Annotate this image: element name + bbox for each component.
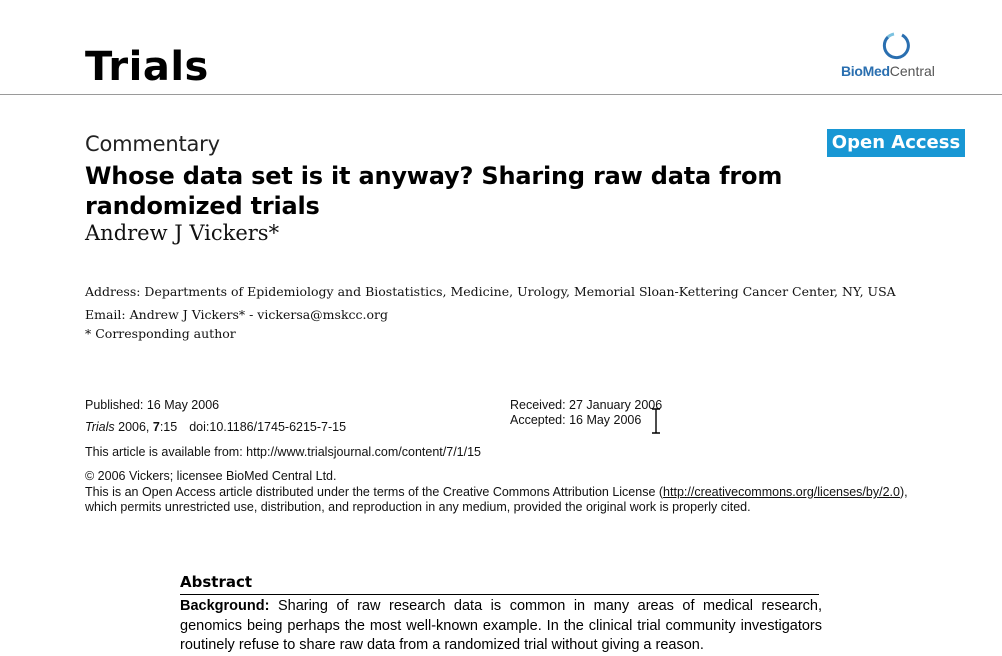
citation-journal: Trials — [85, 420, 115, 434]
license-line-1 — [85, 485, 908, 499]
citation-year: 2006, — [114, 420, 153, 434]
publisher-logo[interactable] — [838, 30, 958, 82]
citation-doi: doi:10.1186/1745-6215-7-15 — [189, 420, 347, 434]
header-divider — [0, 94, 1002, 95]
citation — [85, 420, 346, 434]
article-authors: Andrew J Vickers* — [85, 221, 280, 245]
received-date: Received: 27 January 2006 — [510, 398, 663, 412]
logo-brand-part2: Central — [889, 63, 935, 79]
corresponding-author-note: * Corresponding author — [85, 326, 236, 341]
publisher-name — [841, 63, 935, 79]
logo-brand-part1: BioMed — [841, 63, 890, 79]
biomed-central-logo-icon — [880, 30, 912, 62]
article-type: Commentary — [85, 132, 220, 156]
author-email[interactable]: Email: Andrew J Vickers* - vickersa@mskcc.org — [85, 307, 389, 322]
abstract-heading: Abstract — [180, 573, 253, 591]
accepted-date: Accepted: 16 May 2006 — [510, 413, 642, 427]
abstract-divider — [180, 594, 819, 595]
citation-volume: 7 — [152, 420, 160, 434]
abstract-background-text: Sharing of raw research data is common in many areas of medical research, genomics being perhaps the most well-known example. In the clinical trial community investigators routinely refuse to share raw data from a randomized trial without giving a reason. — [180, 598, 822, 653]
article-availability[interactable]: This article is available from: http://www.trialsjournal.com/content/7/1/15 — [85, 445, 482, 459]
license-suffix: ), — [899, 485, 908, 499]
citation-page: :15 — [159, 420, 178, 434]
copyright-notice: © 2006 Vickers; licensee BioMed Central Ltd. — [85, 469, 337, 483]
abstract-background — [180, 597, 822, 656]
published-date: Published: 16 May 2006 — [85, 398, 220, 412]
text-cursor-icon — [651, 408, 661, 434]
author-address: Address: Departments of Epidemiology and Biostatistics, Medicine, Urology, Memorial Sloan-Kettering Cancer Center, NY, USA — [85, 284, 896, 299]
journal-title: Trials — [85, 44, 209, 90]
license-link[interactable]: http://creativecommons.org/licenses/by/2.0 — [663, 485, 900, 499]
abstract-background-label: Background: — [180, 598, 270, 614]
license-line-2: which permits unrestricted use, distribution, and reproduction in any medium, provided the original work is properly cited. — [85, 500, 751, 514]
license-prefix: This is an Open Access article distributed under the terms of the Creative Commons Attribution License ( — [85, 485, 664, 499]
open-access-badge: Open Access — [827, 129, 965, 157]
article-title: Whose data set is it anyway? Sharing raw data from randomized trials — [85, 162, 783, 220]
